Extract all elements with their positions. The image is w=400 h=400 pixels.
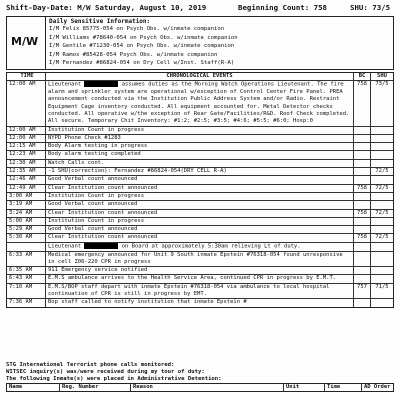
row-shu: 72/5 [370,234,393,241]
row-time: 12:00 AM [7,81,46,125]
row-shu [370,143,393,150]
col-unit: Unit [284,384,325,391]
row-bc [353,127,370,134]
row-event: Clear Institution count announced [48,184,158,191]
table-row [7,135,393,143]
row-shu [370,193,393,200]
row-shu [370,299,393,306]
table-row [7,234,393,242]
footer-section [6,362,394,392]
row-shu: 73/5 [370,81,393,125]
table-body [7,81,393,306]
table-row [7,267,393,275]
row-time: 12:00 AM [7,135,46,142]
row-time: 6:33 AM [7,252,46,267]
col-ad-order: AD Order [364,384,391,390]
row-bc: 758 [353,185,370,192]
row-event: E.M.S ambulance arrives to the Health Service Area, continued CPR in progress by E.M.T. [48,275,337,282]
table-row [7,243,393,252]
row-time: 12:23 AM [7,151,46,158]
table-row [7,81,393,126]
row-event: Institution Count in progress [48,126,145,133]
row-time: 12:46 AM [7,176,46,183]
table-row [7,218,393,226]
table-row [7,299,393,306]
row-bc [353,243,370,251]
row-bc [353,143,370,150]
sensitive-line: I/M Gentile #71230-054 on Psych Obs. w/inmate companion [49,43,235,50]
row-time: 3:19 AM [7,201,46,208]
shift-day-date: Shift-Day-Date: M/W Saturday, August 10, 2019 [6,3,207,12]
shu-header: SHU [370,73,393,80]
row-shu [370,218,393,225]
row-event: Watch Calls cont. [48,159,105,166]
row-shu [370,160,393,167]
redaction-box [84,81,118,87]
sensitive-info-box [6,16,394,70]
row-event [46,81,353,125]
event-suffix: on Board at approximately 5:30am relieving Lt of duty. [121,243,301,250]
row-bc [353,160,370,167]
col-reg-number: Reg. Number [60,384,131,391]
row-event: Body alarm testing completed [48,151,141,158]
col-time: Time [325,384,362,391]
bc-header: BC [353,73,370,80]
table-row [7,168,393,176]
row-time: 12:00 AM [7,127,46,134]
row-event: -1 SHU(correction): Fernandez #86824-054(DRY CELL R-A) [48,168,227,175]
event-prefix: Lieutenant [48,243,82,250]
row-time: 3:00 AM [7,193,46,200]
row-shu [370,275,393,282]
witsec-line: WITSEC inquiry(s) was/were received during my tour of duty: [6,369,205,375]
table-row [7,143,393,151]
row-time: 7:10 AM [7,284,46,299]
row-time: 12:35 AM [7,168,46,175]
row-time: 5:29 AM [7,226,46,233]
events-header: CHRONOLOGICAL EVENTS [166,73,233,79]
row-bc: 758 [353,210,370,217]
row-shu [370,135,393,142]
row-shu [370,226,393,233]
row-time [7,243,46,251]
row-bc [353,168,370,175]
event-suffix: assumes duties as the Morning Watch Operations Lieutenant. The fire alarm and sprinkler system are operational w/exception of Control Center Fire Panel. PREA announcement conducted via the Institution Public Address System and/or Radio. Restraint Equipment Cage inventory conducted. All equipment accounted for. Metal Detector checks conducted. All operative w/the exception of Rear Gate/Facilities/R&D. Roof Check completed. All secure. Temporary Chit Inventory: #1:2; #2:5; #3:5; #4:6; #5:5; #6:0; Hosp:0 [48,81,353,125]
table-row [7,284,393,300]
row-shu: 72/5 [370,168,393,175]
sensitive-line: I/M Fernandez #86824-054 on Dry Cell w/Inst. Staff(R-A) [49,60,235,67]
time-header: TIME [7,73,46,80]
row-shu: 72/5 [370,210,393,217]
row-event: NYPD Phone Check #1283 [48,134,121,141]
row-shu: 72/5 [370,185,393,192]
table-row [7,151,393,159]
row-event: Good Verbal count announced [48,226,138,233]
stg-line: STG International Terrorist phone calls monitored: [6,362,175,368]
sensitive-line: I/M Williams #78640-054 on Psych Obs. w/inmate companion [49,34,238,41]
row-bc [353,151,370,158]
row-event: Good Verbal count announced [48,201,138,208]
row-event: Body Alarm testing in progress [48,143,148,150]
row-bc [353,275,370,282]
row-bc [353,267,370,274]
row-event: Medical emergency announced for Unit 9 South inmate Epstein #76318-054 found unresponsive in cell Z06-220 CPR in progress [48,251,347,265]
row-time: 12:15 AM [7,143,46,150]
sensitive-line: I/M Felix 85775-054 on Psych Obs. w/inmate companion [49,26,225,32]
row-shu [370,176,393,183]
row-time: 7:36 AM [7,299,46,306]
admin-detention-header [6,383,394,392]
row-shu [370,267,393,274]
page-header [6,3,394,13]
row-time: 6:43 AM [7,275,46,282]
row-event: Bop staff called to notify institution that inmate Epstein # [48,299,247,306]
event-prefix: Lieutenant [48,81,82,88]
table-row [7,210,393,218]
unit-label: M/W [11,35,39,48]
row-bc [353,226,370,233]
row-event: 911 Emergency service notified [48,267,148,274]
row-time: 5:30 AM [7,234,46,241]
row-shu: 71/5 [370,284,393,299]
row-event: Clear Institution count announced [48,234,158,241]
row-bc: 758 [353,234,370,241]
row-event: Good Verbal count announced [48,176,138,183]
sensitive-line: I/M Ramos #85428-054 Psych Obs. w/inmate companion [49,51,218,58]
row-event: Clear Institution count announced [48,209,158,216]
table-row [7,176,393,184]
row-time: 12:49 AM [7,185,46,192]
row-shu [370,151,393,158]
row-bc [353,193,370,200]
sensitive-lines [49,25,238,68]
table-row [7,201,393,209]
row-time: 12:30 AM [7,160,46,167]
col-reason: Reason [131,384,284,391]
row-event: Institution Count in progress [48,192,145,199]
info-divider [45,17,46,69]
chronological-events-table [6,72,394,308]
row-event [46,243,353,251]
row-bc [353,218,370,225]
table-row [7,127,393,135]
row-event: E.M.S/BOP staff depart with inmate Epstein #76318-054 via ambulance to local hospital continuation of CPR is still in progress by EMT. [48,283,333,298]
col-name: Name [7,384,60,391]
table-row [7,185,393,193]
row-event: Institution Count in progress [48,217,145,224]
row-bc [353,135,370,142]
row-time: 5:00 AM [7,218,46,225]
table-row [7,193,393,201]
row-bc: 757 [353,284,370,299]
redaction-box [84,243,118,249]
admin-detention-line: The following Inmate(s) were placed in Administrative Detention: [6,376,222,382]
row-time: 6:35 AM [7,267,46,274]
row-shu [370,252,393,267]
table-row [7,252,393,268]
table-row [7,160,393,168]
row-bc [353,252,370,267]
row-shu [370,243,393,251]
table-row [7,226,393,234]
row-bc [353,201,370,208]
row-shu [370,201,393,208]
shu-count: SHU: 73/5 [350,3,391,12]
row-bc [353,176,370,183]
row-shu [370,127,393,134]
row-bc: 758 [353,81,370,125]
beginning-count: Beginning Count: 758 [238,3,327,12]
row-time: 3:24 AM [7,210,46,217]
sensitive-title: Daily Sensitive Information: [49,18,151,25]
table-header-row [7,73,393,81]
table-row [7,275,393,283]
row-bc [353,299,370,306]
